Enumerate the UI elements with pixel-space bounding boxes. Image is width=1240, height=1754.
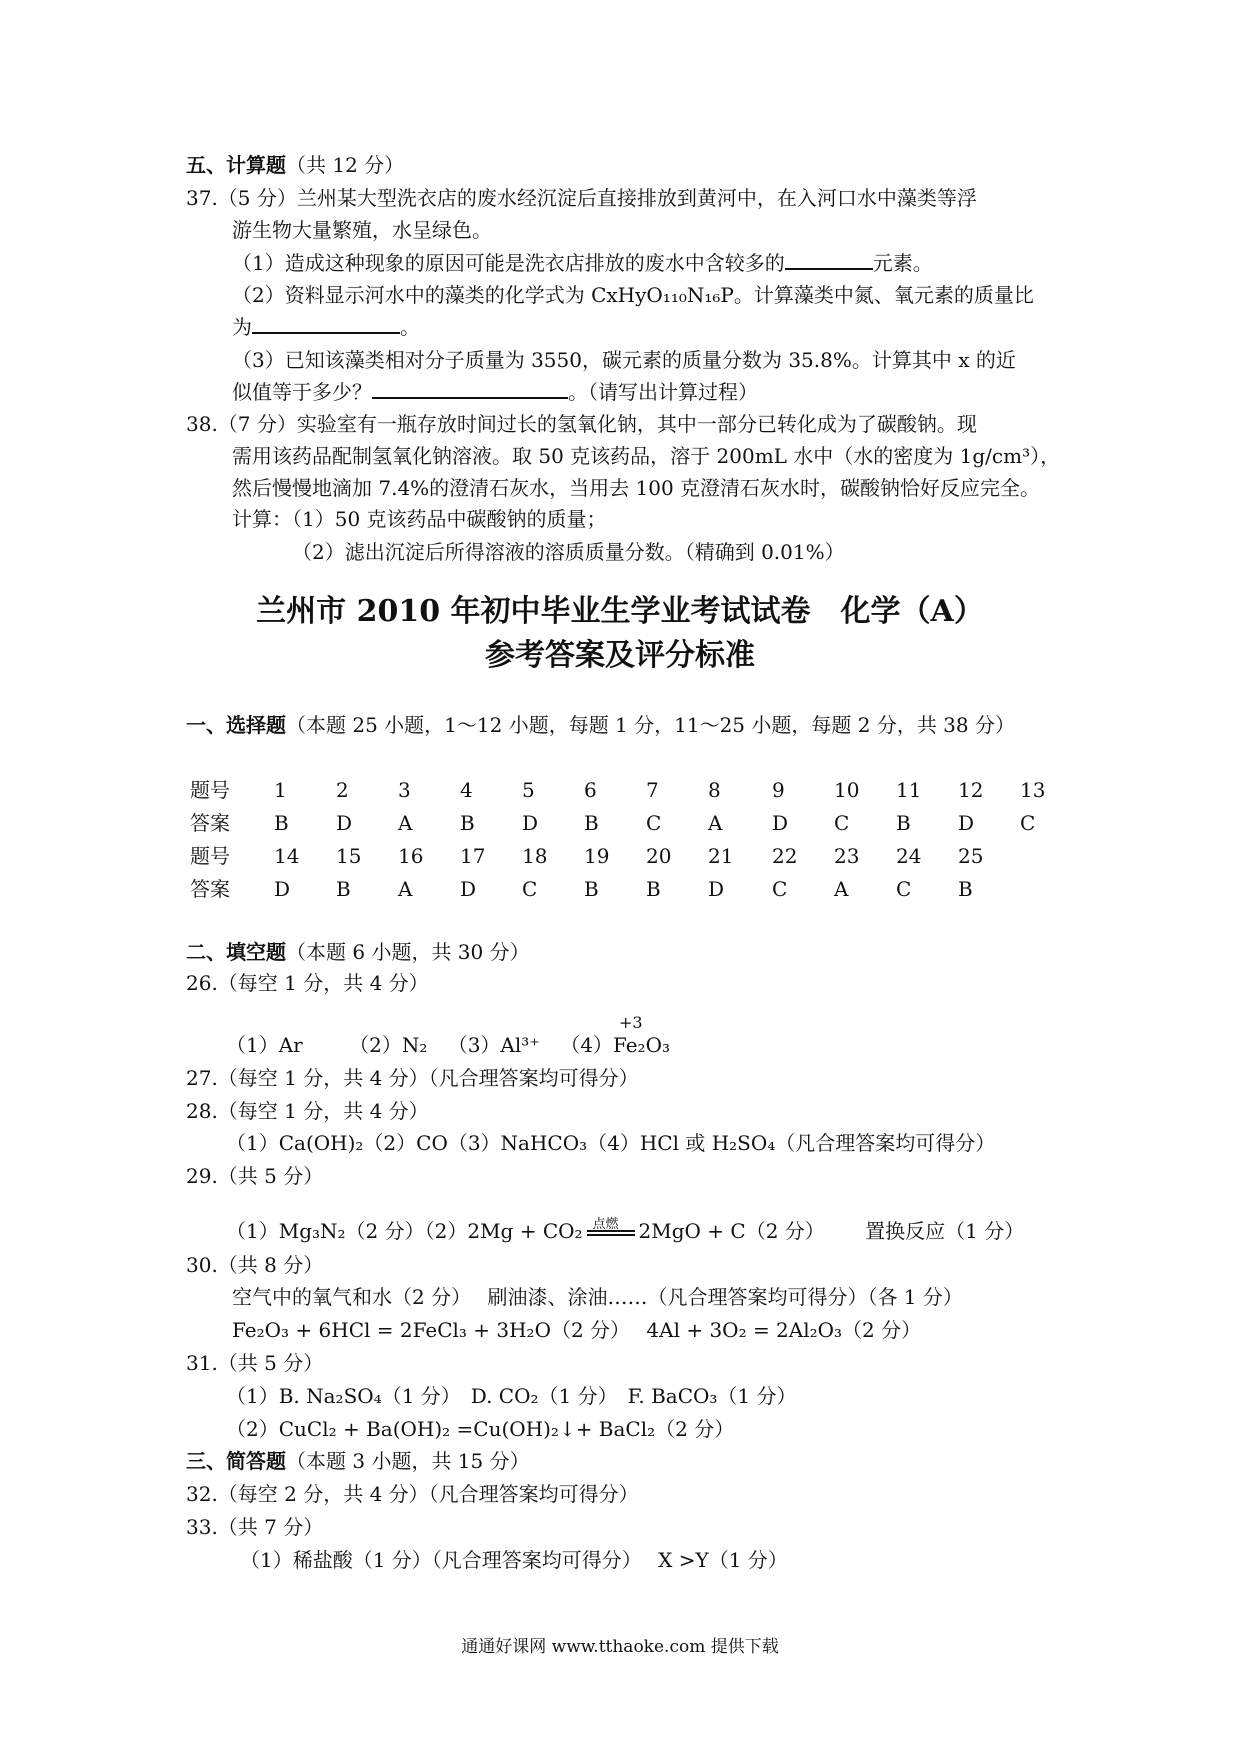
- q29-heading: 29.（共 5 分）: [186, 1164, 324, 1188]
- q30-line2: Fe₂O₃ + 6HCl = 2FeCl₃ + 3H₂O（2 分） 4Al + 3O₂ = 2Al₂O₃（2 分）: [232, 1318, 922, 1342]
- q37-part2-suffix: 。: [400, 315, 420, 339]
- q27-heading: 27.（每空 1 分，共 4 分）（凡合理答案均可得分）: [186, 1066, 639, 1090]
- q28-answers: （1）Ca(OH)₂（2）CO（3）NaHCO₃（4）HCl 或 H₂SO₄（凡合理答案均可得分）: [226, 1131, 996, 1155]
- table-row-label: 题号: [190, 778, 230, 802]
- table-cell: 3: [398, 778, 411, 802]
- table-cell: 10: [834, 778, 860, 802]
- table-cell: 15: [336, 844, 362, 868]
- table-cell: 13: [1020, 778, 1046, 802]
- section2-heading: [186, 939, 530, 965]
- table-cell: A: [398, 811, 413, 835]
- q26-answers: [226, 1013, 670, 1058]
- q30-heading: 30.（共 8 分）: [186, 1253, 324, 1277]
- q29-answers: [226, 1218, 1024, 1244]
- q31-line1: （1）B. Na₂SO₄（1 分） D. CO₂（1 分） F. BaCO₃（1 分）: [226, 1384, 797, 1408]
- q38-line3: 然后慢慢地滴加 7.4%的澄清石灰水，当用去 100 克澄清石灰水时，碳酸钠恰好反应完全。: [232, 476, 1041, 500]
- q31-line2: （2）CuCl₂ + Ba(OH)₂ =Cu(OH)₂↓+ BaCl₂（2 分）: [226, 1417, 735, 1441]
- table-cell: D: [522, 811, 539, 835]
- section1-heading-note: （本题 25 小题，1～12 小题，每题 1 分，11～25 小题，每题 2 分，共 38 分）: [286, 713, 1015, 737]
- table-cell: C: [646, 811, 662, 835]
- q37-part1: [232, 250, 933, 276]
- table-cell: 25: [958, 844, 984, 868]
- q38-line4: 计算：（1）50 克该药品中碳酸钠的质量；: [232, 507, 607, 531]
- q37-part2-prefix: 为: [232, 315, 252, 339]
- q37-part3-prefix: 似值等于多少？: [232, 380, 372, 404]
- section1-heading-text: 一、选择题: [186, 713, 286, 737]
- q37-part2-blank: [252, 314, 400, 334]
- q32-heading: 32.（每空 2 分，共 4 分）（凡合理答案均可得分）: [186, 1482, 639, 1506]
- table-cell: C: [834, 811, 850, 835]
- table-cell: D: [958, 811, 975, 835]
- table-cell: 23: [834, 844, 860, 868]
- table-cell: 18: [522, 844, 548, 868]
- q37-part1-blank: [785, 250, 873, 270]
- section3-heading: [186, 1448, 530, 1474]
- table-cell: 20: [646, 844, 672, 868]
- q38-line1: 38.（7 分）实验室有一瓶存放时间过长的氢氧化钠，其中一部分已转化成为了碳酸钠。现: [186, 412, 977, 436]
- table-cell: 6: [584, 778, 597, 802]
- table-cell: 16: [398, 844, 424, 868]
- table-cell: A: [398, 877, 413, 901]
- footer-credit: 通通好课网 www.tthaoke.com 提供下载: [461, 1637, 779, 1657]
- table-cell: A: [708, 811, 723, 835]
- reaction-condition: 点燃: [592, 1216, 619, 1232]
- q37-part3: （3）已知该藻类相对分子质量为 3550，碳元素的质量分数为 35.8%。计算其中 x 的近: [232, 348, 1016, 372]
- table-cell: B: [646, 877, 661, 901]
- q33-line1: （1）稀盐酸（1 分）（凡合理答案均可得分） X >Y（1 分）: [240, 1548, 788, 1572]
- table-row-label: 题号: [190, 844, 230, 868]
- q33-heading: 33.（共 7 分）: [186, 1515, 324, 1539]
- q26-a1: （1）Ar: [226, 1033, 303, 1057]
- q38-line2: 需用该药品配制氢氧化钠溶液。取 50 克该药品，溶于 200mL 水中（水的密度为 1g/cm³），: [232, 444, 1061, 468]
- table-cell: D: [336, 811, 353, 835]
- q29-a3: 置换反应（1 分）: [865, 1219, 1025, 1243]
- q26-a3: （3）Al³⁺: [447, 1033, 540, 1057]
- q37-part1-text: （1）造成这种现象的原因可能是洗衣店排放的废水中含较多的: [232, 251, 785, 275]
- q28-heading: 28.（每空 1 分，共 4 分）: [186, 1099, 429, 1123]
- q37-line2: 游生物大量繁殖，水呈绿色。: [232, 218, 492, 242]
- section2-heading-note: （本题 6 小题，共 30 分）: [286, 940, 530, 964]
- table-cell: 7: [646, 778, 659, 802]
- table-row-label: 答案: [190, 877, 230, 901]
- q37-part1-suffix: 元素。: [872, 251, 933, 275]
- table-cell: 22: [772, 844, 798, 868]
- section2-heading-text: 二、填空题: [186, 940, 286, 964]
- q26-a4-formula-wrap: [612, 1013, 670, 1058]
- table-cell: 1: [274, 778, 287, 802]
- table-cell: 8: [708, 778, 721, 802]
- table-cell: B: [274, 811, 289, 835]
- q26-a4-valence: +3: [618, 1013, 643, 1032]
- answer-subtitle: 参考答案及评分标准: [485, 638, 755, 673]
- table-cell: C: [896, 877, 912, 901]
- q38-line5: （2）滤出沉淀后所得溶液的溶质质量分数。（精确到 0.01%）: [292, 540, 845, 564]
- table-cell: 5: [522, 778, 535, 802]
- section3-heading-text: 三、简答题: [186, 1449, 286, 1473]
- table-cell: 14: [274, 844, 300, 868]
- section3-heading-note: （本题 3 小题，共 15 分）: [286, 1449, 530, 1473]
- q37-part2: （2）资料显示河水中的藻类的化学式为 CxHyO₁₁₀N₁₆P。计算藻类中氮、氧元素的质量比: [232, 283, 1034, 307]
- answer-title: 兰州市 2010 年初中毕业生学业考试试卷 化学（A）: [256, 594, 984, 629]
- table-cell: 4: [460, 778, 473, 802]
- section1-heading: [186, 712, 1015, 738]
- table-cell: D: [772, 811, 789, 835]
- section5-heading: [186, 152, 404, 178]
- q29-a1: （1）Mg₃N₂（2 分）（2）2Mg + CO₂: [226, 1219, 583, 1243]
- section5-heading-text: 五、计算题: [186, 153, 286, 177]
- reaction-arrow-icon: [587, 1216, 635, 1236]
- table-cell: D: [274, 877, 291, 901]
- section5-heading-note: （共 12 分）: [286, 153, 405, 177]
- q37-part3-cont: [232, 379, 758, 405]
- table-cell: 24: [896, 844, 922, 868]
- q26-heading: 26.（每空 1 分，共 4 分）: [186, 971, 429, 995]
- table-cell: A: [834, 877, 849, 901]
- table-cell: B: [896, 811, 911, 835]
- q26-a4: （4）: [560, 1033, 613, 1057]
- q26-a4-formula: Fe₂O₃: [612, 1033, 670, 1057]
- q37-part2-cont: [232, 314, 420, 340]
- table-cell: B: [584, 811, 599, 835]
- table-cell: 9: [772, 778, 785, 802]
- table-cell: B: [460, 811, 475, 835]
- table-cell: 11: [896, 778, 922, 802]
- table-row-label: 答案: [190, 811, 230, 835]
- table-cell: B: [958, 877, 973, 901]
- q26-a2: （2）N₂: [349, 1033, 428, 1057]
- q29-a2: 2MgO + C（2 分）: [638, 1219, 825, 1243]
- table-cell: B: [336, 877, 351, 901]
- table-cell: 17: [460, 844, 486, 868]
- table-cell: 12: [958, 778, 984, 802]
- table-cell: 21: [708, 844, 734, 868]
- table-cell: C: [1020, 811, 1036, 835]
- table-cell: D: [460, 877, 477, 901]
- q30-line1: 空气中的氧气和水（2 分） 刷油漆、涂油……（凡合理答案均可得分）（各 1 分）: [232, 1285, 963, 1309]
- q37-part3-blank: [372, 379, 568, 399]
- q31-heading: 31.（共 5 分）: [186, 1351, 324, 1375]
- table-cell: 2: [336, 778, 349, 802]
- q37-part3-suffix: 。（请写出计算过程）: [568, 380, 758, 404]
- table-cell: C: [522, 877, 538, 901]
- q37-line1: 37.（5 分）兰州某大型洗衣店的废水经沉淀后直接排放到黄河中，在入河口水中藻类等浮: [186, 186, 977, 210]
- table-cell: C: [772, 877, 788, 901]
- table-cell: D: [708, 877, 725, 901]
- table-cell: 19: [584, 844, 610, 868]
- table-cell: B: [584, 877, 599, 901]
